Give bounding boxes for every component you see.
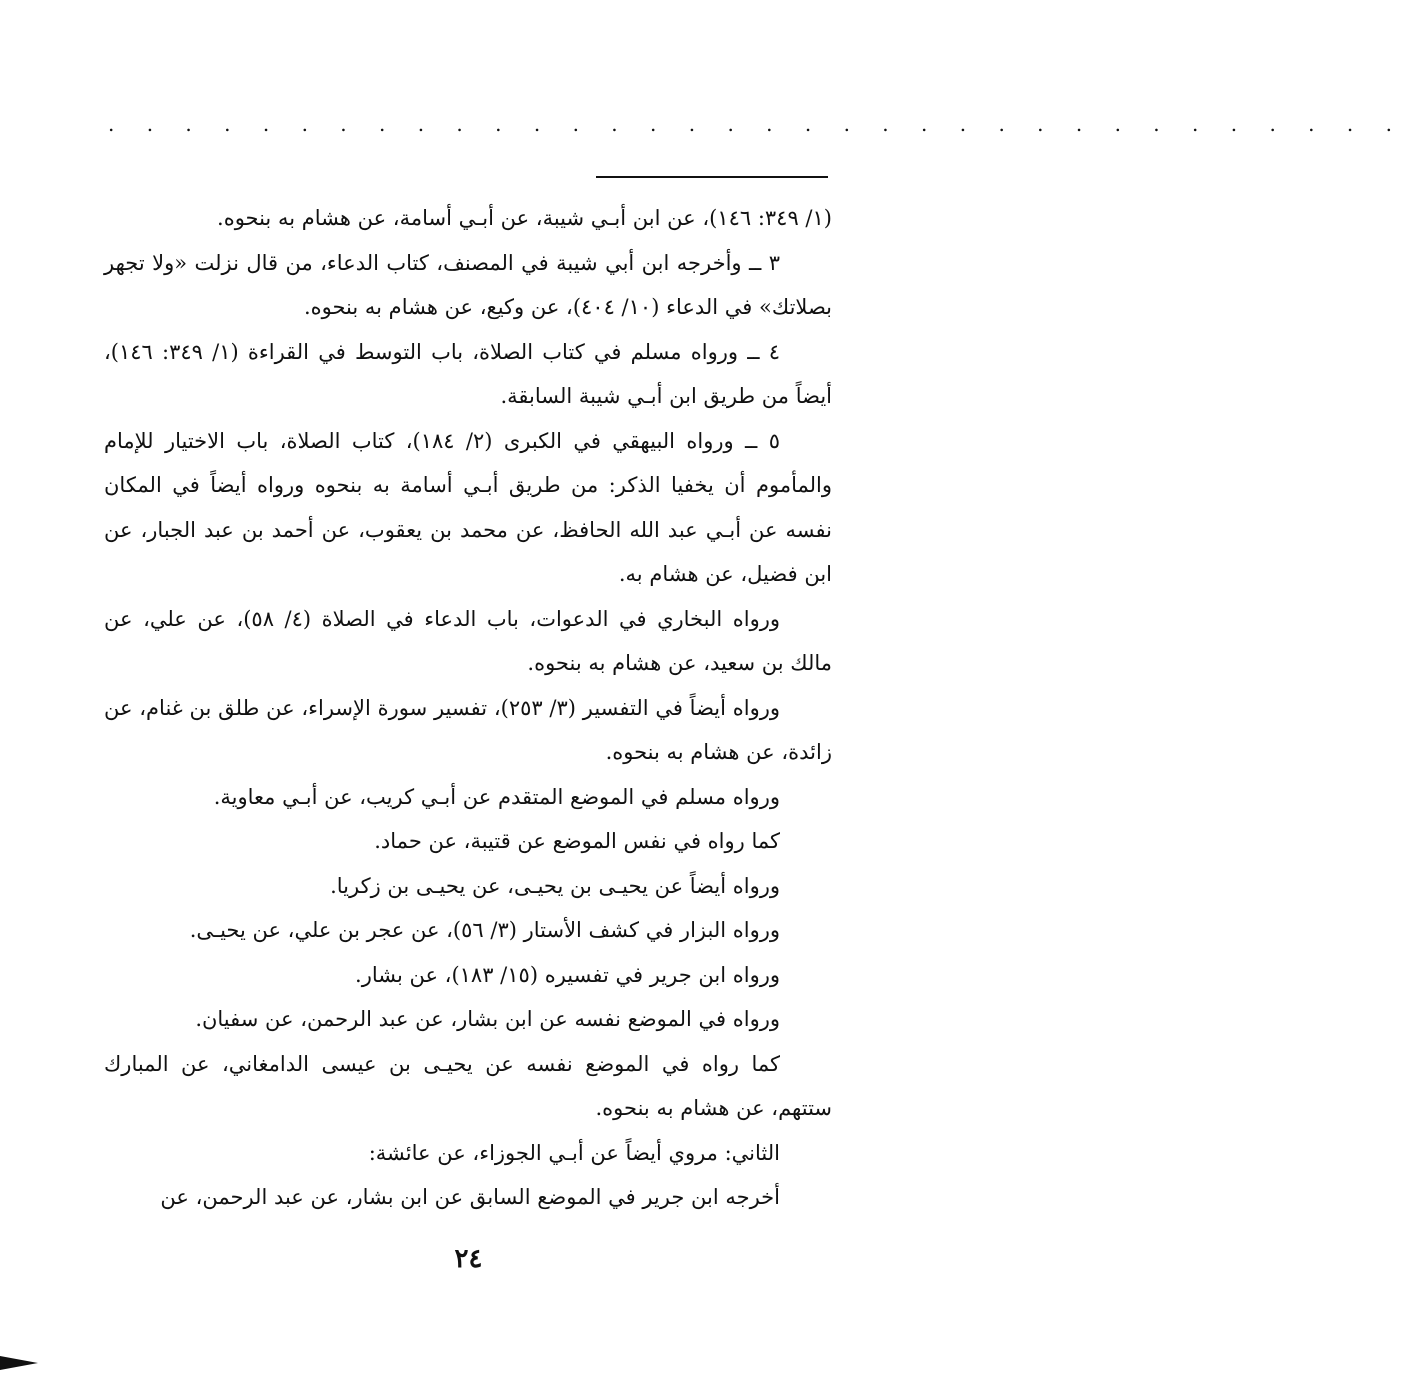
separator-dots: . . . . . . . . . . . . . . . . . . . . . . . . . . . . . . . . . . bbox=[108, 112, 1405, 136]
paragraph-continuation: (١/ ٣٤٩: ١٤٦)، عن ابن أبـي شيبة، عن أبـي أسامة، عن هشام به بنحوه. bbox=[217, 206, 832, 230]
paragraph-yahya: ورواه أيضاً عن يحيـى بن يحيـى، عن يحيـى بن زكريا. bbox=[330, 873, 780, 898]
footnote-rule bbox=[596, 176, 828, 178]
paragraph-ibn-jarir: ورواه ابن جرير في تفسيره (١٥/ ١٨٣)، عن بشار. bbox=[355, 962, 780, 987]
paragraph-last: أخرجه ابن جرير في الموضع السابق عن ابن بشار، عن عبد الرحمن، عن bbox=[160, 1185, 780, 1209]
corner-arrow-mark bbox=[0, 1356, 38, 1370]
paragraph-sufyan: ورواه في الموضع نفسه عن ابن بشار، عن عبد الرحمن، عن سفيان. bbox=[195, 1007, 780, 1031]
paragraph-item-4: ٤ ــ ورواه مسلم في كتاب الصلاة، باب التوسط في القراءة (١/ ٣٤٩: ١٤٦)، أيضاً من طريق ابن أبـي شيبة السابقة. bbox=[104, 339, 832, 408]
paragraph-item-5: ٥ ــ ورواه البيهقي في الكبرى (٢/ ١٨٤)، كتاب الصلاة، باب الاختيار للإمام والمأموم أن يخفيا الذكر: من طريق أبـي أسامة به بنحوه ورواه أيضاً في المكان نفسه عن أبـي عبد الله الحافظ، عن محمد بن يعقوب، عن أحمد بن عبد الجبار، عن ابن فضيل، عن هشام به. bbox=[104, 428, 832, 586]
paragraph-tafsir: ورواه أيضاً في التفسير (٣/ ٢٥٣)، تفسير سورة الإسراء، عن طلق بن غنام، عن زائدة، عن هشام به بنحوه. bbox=[104, 695, 832, 764]
page-number: ٢٤ bbox=[454, 1244, 483, 1274]
paragraph-damghani: كما رواه في الموضع نفسه عن يحيـى بن عيسى الدامغاني، عن المبارك ستتهم، عن هشام به بنحوه. bbox=[104, 1051, 832, 1120]
paragraph-bazzar: ورواه البزار في كشف الأستار (٣/ ٥٦)، عن عجر بن علي، عن يحيـى. bbox=[189, 918, 780, 942]
paragraph-bukhari: ورواه البخاري في الدعوات، باب الدعاء في الصلاة (٤/ ٥٨)، عن علي، عن مالك بن سعيد، عن هشام به بنحوه. bbox=[104, 606, 832, 675]
paragraph-qutaybah: كما رواه في نفس الموضع عن قتيبة، عن حماد. bbox=[374, 829, 780, 853]
paragraph-item-3: ٣ ــ وأخرجه ابن أبي شيبة في المصنف، كتاب الدعاء، من قال نزلت «ولا تجهر بصلاتك» في الدعاء (١٠/ ٤٠٤)، عن وكيع، عن هشام به بنحوه. bbox=[104, 250, 832, 319]
paragraph-second: الثاني: مروي أيضاً عن أبـي الجوزاء، عن عائشة: bbox=[368, 1140, 780, 1165]
paragraph-muslim: ورواه مسلم في الموضع المتقدم عن أبـي كريب، عن أبـي معاوية. bbox=[213, 784, 780, 809]
footnote-text bbox=[104, 196, 832, 1220]
